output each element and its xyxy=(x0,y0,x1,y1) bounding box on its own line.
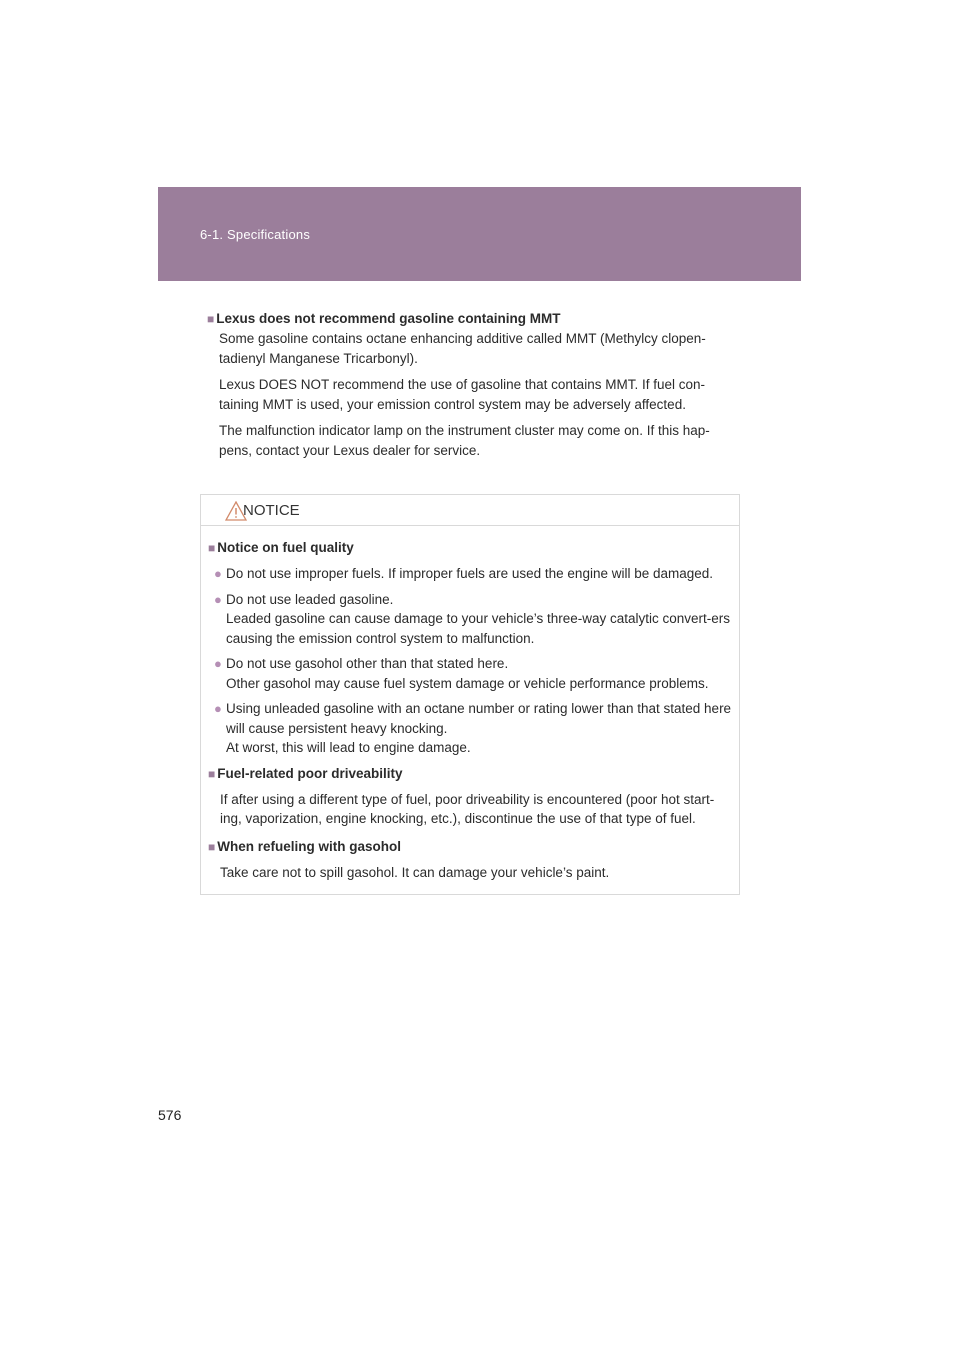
gasohol-text: Take care not to spill gasohol. It can damage your vehicle’s paint. xyxy=(220,864,610,880)
mmt-paragraph: Lexus DOES NOT recommend the use of gasoline that contains MMT. If fuel con-taining MMT is used, your emission control system may be adversely affected. xyxy=(219,377,705,412)
driveability-text: If after using a different type of fuel, poor driveability is encountered (poor hot start-ing, vaporization, engine knocking, etc.), discontinue the use of that type of fuel. xyxy=(220,791,715,826)
bullet-dot-icon: ● xyxy=(214,701,222,716)
section-title: 6-1. Specifications xyxy=(200,227,311,242)
notice-box xyxy=(200,494,740,895)
notice-title: NOTICE xyxy=(243,502,300,519)
mmt-section xyxy=(207,309,742,467)
bullet-dot-icon: ● xyxy=(214,656,222,671)
fuel-quality-heading: ■ Notice on fuel quality xyxy=(208,540,354,555)
square-bullet-icon: ■ xyxy=(207,312,215,326)
list-item: ● Using unleaded gasoline with an octane number or rating lower than that stated here will cause persistent heavy knocking. At worst, this will lead to engine damage. xyxy=(214,699,733,758)
list-item: ● Do not use gasohol other than that stated here. Other gasohol may cause fuel system damage or vehicle performance problems. xyxy=(214,654,733,693)
bullet-dot-icon: ● xyxy=(214,591,222,607)
list-item: ● Do not use leaded gasoline. Leaded gasoline can cause damage to your vehicle’s three-way catalytic convert-ers causing the emission control system to malfunction. xyxy=(214,590,733,649)
square-bullet-icon: ■ xyxy=(208,839,216,854)
list-item: ● Do not use improper fuels. If improper fuels are used the engine will be damaged. xyxy=(214,564,733,584)
notice-body xyxy=(201,526,739,882)
gasohol-heading: ■ When refueling with gasohol xyxy=(208,838,401,854)
square-bullet-icon: ■ xyxy=(208,541,216,555)
header-band xyxy=(158,187,801,281)
square-bullet-icon: ■ xyxy=(208,766,216,781)
mmt-heading: ■ Lexus does not recommend gasoline containing MMT xyxy=(207,311,561,326)
driveability-heading: ■ Fuel-related poor driveability xyxy=(208,765,403,781)
bullet-dot-icon: ● xyxy=(214,566,222,581)
notice-header xyxy=(201,495,739,526)
mmt-paragraph: The malfunction indicator lamp on the instrument cluster may come on. If this hap-pens, contact your Lexus dealer for service. xyxy=(219,423,710,458)
page-number: 576 xyxy=(158,1107,182,1123)
mmt-paragraph: Some gasoline contains octane enhancing additive called MMT (Methylcy clopen-tadienyl Manganese Tricarbonyl). xyxy=(219,331,706,366)
